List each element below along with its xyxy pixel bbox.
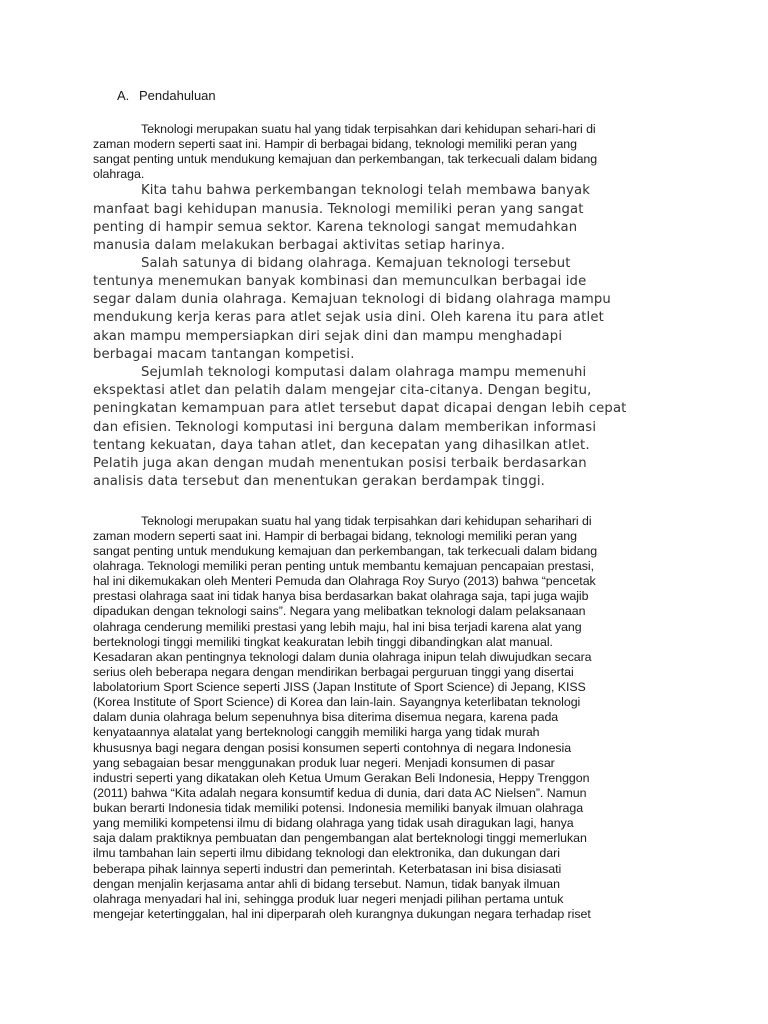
paragraph-line: khususnya bagi negara dengan posisi konsumen seperti contohnya di negara Indonesia — [93, 741, 572, 755]
paragraph-line: Salah satunya di bidang olahraga. Kemajuan teknologi tersebut — [141, 256, 571, 271]
paragraph-line: beberapa pihak lainnya seperti industri dan pemerintah. Keterbatasan ini bisa disiasati — [93, 862, 562, 876]
section-heading — [117, 87, 216, 104]
paragraph-line: kenyataannya alatalat yang berteknologi canggih memiliki harga yang tidak murah — [93, 725, 540, 739]
paragraph-line: (Korea Institute of Sport Science) di Korea dan lain-lain. Sayangnya keterlibatan teknologi — [93, 695, 581, 709]
paragraph-line: olahraga menyadari hal ini, sehingga produk luar negeri menjadi pilihan pertama untuk — [93, 892, 564, 906]
paragraph-line: berbagai macam tantangan kompetisi. — [93, 347, 355, 362]
paragraph-line: mengejar ketertinggalan, hal ini diperparah oleh kurangnya dukungan negara terhadap riset — [93, 907, 591, 921]
paragraph-line: hal ini dikemukakan oleh Menteri Pemuda dan Olahraga Roy Suryo (2013) bahwa “pencetak — [93, 574, 596, 588]
paragraph-line: olahraga. — [93, 167, 145, 181]
paragraph-line: dan efisien. Teknologi komputasi ini berguna dalam memberikan informasi — [93, 420, 597, 435]
paragraph-line: peningkatan kemampuan para atlet tersebut dapat dicapai dengan lebih cepat — [93, 401, 627, 416]
paragraph-line: Teknologi merupakan suatu hal yang tidak terpisahkan dari kehidupan sehari-hari di — [141, 122, 596, 136]
paragraph-line: akan mampu mempersiapkan diri sejak dini dan mampu menghadapi — [93, 329, 563, 344]
paragraph-line: mendukung kerja keras para atlet sejak usia dini. Oleh karena itu para atlet — [93, 310, 604, 325]
paragraph-line: tentunya menemukan banyak kombinasi dan memunculkan berbagai ide — [93, 274, 587, 289]
paragraph-line: zaman modern seperti saat ini. Hampir di berbagai bidang, teknologi memiliki peran yang — [93, 137, 577, 151]
paragraph-line: zaman modern seperti saat ini. Hampir di berbagai bidang, teknologi memiliki peran yang — [93, 529, 577, 543]
paragraph-line: saja dalam praktiknya pembuatan dan pengembangan alat berteknologi tinggi memerlukan — [93, 831, 587, 845]
paragraph-line: analisis data tersebut dan menentukan gerakan berdampak tinggi. — [93, 474, 545, 489]
section-title: Pendahuluan — [139, 88, 216, 103]
paragraph-line: manusia dalam melakukan berbagai aktivitas setiap harinya. — [93, 238, 506, 253]
paragraph-line: olahraga cenderung memiliki prestasi yang lebih maju, hal ini bisa terjadi karena alat yang — [93, 620, 582, 634]
section-number: A. — [117, 88, 130, 103]
paragraph-line: segar dalam dunia olahraga. Kemajuan teknologi di bidang olahraga mampu — [93, 292, 611, 307]
paragraph-line: penting di hampir semua sektor. Karena teknologi sangat memudahkan — [93, 220, 578, 235]
paragraph-line: ilmu tambahan lain seperti ilmu dibidang teknologi dan elektronika, dan dukungan dari — [93, 846, 560, 860]
paragraph-line: sangat penting untuk mendukung kemajuan dan perkembangan, tak terkecuali dalam bidang — [93, 152, 598, 166]
paragraph-line: dengan menjalin kerjasama antar ahli di bidang tersebut. Namun, tidak banyak ilmuan — [93, 877, 560, 891]
paragraph-line: dalam dunia olahraga belum sepenuhnya bisa diterima disemua negara, karena pada — [93, 710, 559, 724]
paragraph-line: (2011) bahwa “Kita adalah negara konsumtif kedua di dunia, dari data AC Nielsen”. Namun — [93, 786, 587, 800]
paragraph-line: labolatorium Sport Science seperti JISS (Japan Institute of Sport Science) di Jepang, KISS — [93, 680, 586, 694]
paragraph-line: yang memiliki kompetensi ilmu di bidang olahraga yang tidak usah diragukan lagi, hanya — [93, 816, 574, 830]
paragraph-line: berteknologi tinggi memiliki tingkat keakuratan lebih tinggi dibandingkan alat manual. — [93, 635, 553, 649]
paragraph-line: Pelatih juga akan dengan mudah menentukan posisi terbaik berdasarkan — [93, 456, 587, 471]
paragraph-line: prestasi olahraga saat ini tidak hanya bisa berdasarkan bakat olahraga saja, tapi juga wajib — [93, 589, 589, 603]
paragraph-line: Kesadaran akan pentingnya teknologi dalam dunia olahraga inipun telah diwujudkan secara — [93, 650, 592, 664]
paragraph-line: dipadukan dengan teknologi sains”. Negara yang melibatkan teknologi dalam pelaksanaan — [93, 604, 586, 618]
paragraph-line: industri seperti yang dikatakan oleh Ketua Umum Gerakan Beli Indonesia, Heppy Trenggon — [93, 771, 590, 785]
paragraph-line: Sejumlah teknologi komputasi dalam olahraga mampu memenuhi — [141, 365, 587, 380]
paragraph-line: bukan berarti Indonesia tidak memiliki potensi. Indonesia memiliki banyak ilmuan olahraga — [93, 801, 584, 815]
paragraph-line: Kita tahu bahwa perkembangan teknologi telah membawa banyak — [141, 183, 591, 198]
paragraph-line: serius oleh beberapa negara dengan mendirikan berbagai perguruan tinggi yang disertai — [93, 665, 574, 679]
paragraph-line: olahraga. Teknologi memiliki peran penting untuk membantu kemajuan pencapaian prestasi, — [93, 559, 594, 573]
paragraph-line: tentang kekuatan, daya tahan atlet, dan kecepatan yang dihasilkan atlet. — [93, 438, 590, 453]
paragraph-line: sangat penting untuk mendukung kemajuan dan perkembangan, tak terkecuali dalam bidang — [93, 544, 598, 558]
paragraph-line: manfaat bagi kehidupan manusia. Teknologi memiliki peran yang sangat — [93, 202, 584, 217]
paragraph-line: ekspektasi atlet dan pelatih dalam mengejar cita-citanya. Dengan begitu, — [93, 383, 592, 398]
paragraph-line: Teknologi merupakan suatu hal yang tidak terpisahkan dari kehidupan seharihari di — [141, 514, 592, 528]
paragraph-line: yang sebagaian besar menggunakan produk luar negeri. Menjadi konsumen di pasar — [93, 756, 555, 770]
